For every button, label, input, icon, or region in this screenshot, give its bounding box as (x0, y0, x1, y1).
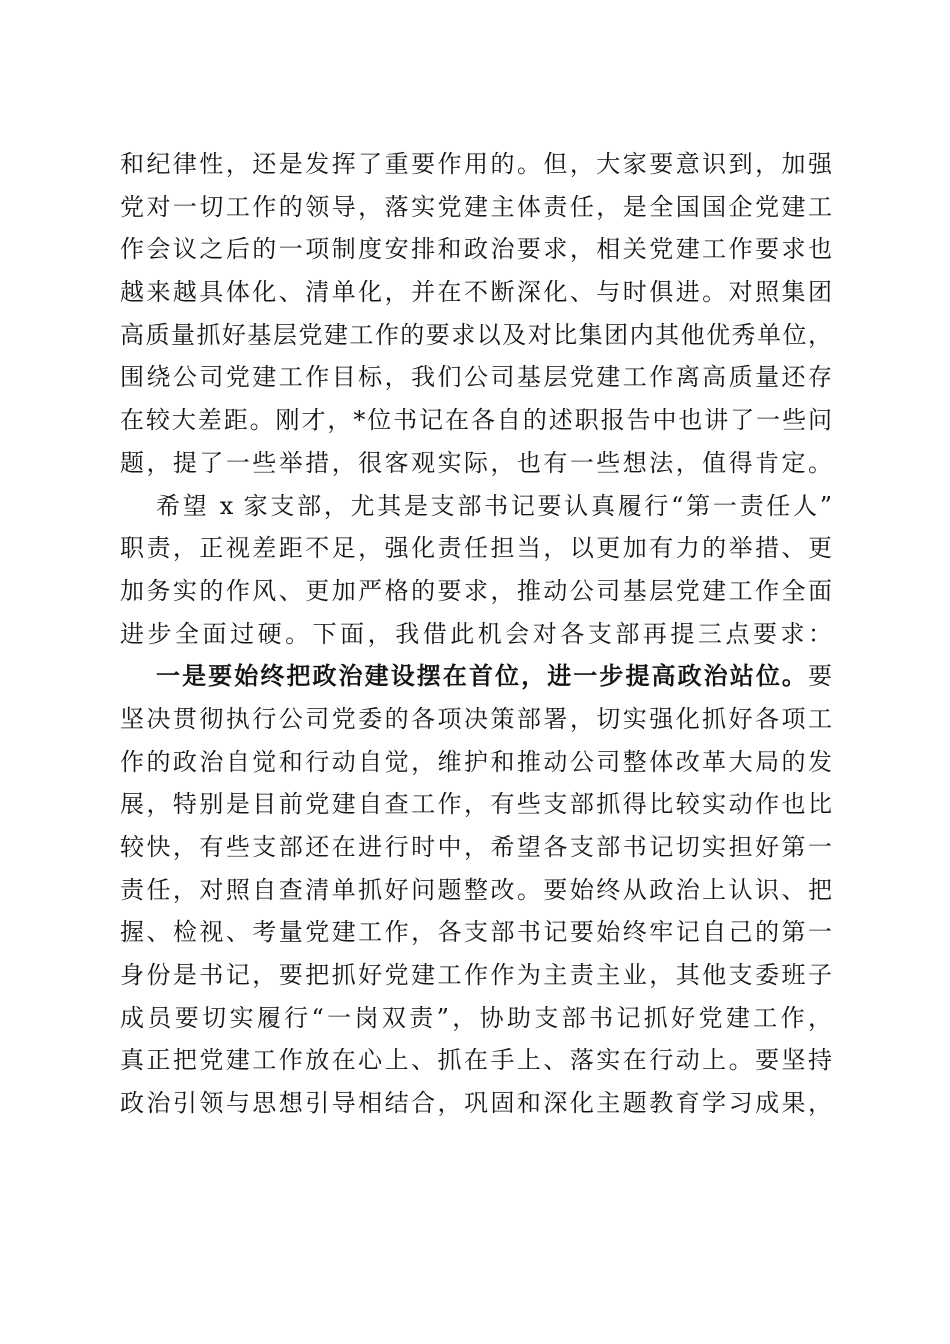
text-line: 希望 x 家支部，尤其是支部书记要认真履行“第一责任人” (156, 491, 832, 520)
text-line: 进步全面过硬。下面，我借此机会对各支部再提三点要求： (120, 619, 832, 648)
text-line: 握、检视、考量党建工作，各支部书记要始终牢记自己的第一 (120, 918, 832, 947)
text-line: 加务实的作风、更加严格的要求，推动公司基层党建工作全面 (120, 576, 832, 605)
text-line: 党对一切工作的领导，落实党建主体责任，是全国国企党建工 (120, 192, 832, 221)
text-line: 成员要切实履行“一岗双责”，协助支部书记抓好党建工作， (120, 1003, 832, 1032)
paragraph-1 (120, 143, 832, 485)
heading-continuation: 要 (808, 662, 832, 691)
text-line: 作会议之后的一项制度安排和政治要求，相关党建工作要求也 (120, 235, 832, 264)
text-line: 和纪律性，还是发挥了重要作用的。但，大家要意识到，加强 (120, 150, 832, 178)
text-line: 身份是书记，要把抓好党建工作作为主责主业，其他支委班子 (120, 961, 832, 990)
text-line: 题，提了一些举措，很客观实际，也有一些想法，值得肯定。 (120, 448, 832, 477)
text-line: 较快，有些支部还在进行时中，希望各支部书记切实担好第一 (120, 833, 832, 861)
text-line (120, 655, 832, 698)
text-line: 高质量抓好基层党建工作的要求以及对比集团内其他优秀单位， (120, 320, 832, 349)
document-body (120, 143, 832, 1125)
text-line: 政治引领与思想引导相结合，巩固和深化主题教育学习成果， (120, 1089, 832, 1118)
text-line: 坚决贯彻执行公司党委的各项决策部署，切实强化抓好各项工 (120, 704, 832, 733)
text-line: 责任，对照自查清单抓好问题整改。要始终从政治上认识、把 (120, 875, 832, 904)
text-line: 作的政治自觉和行动自觉，维护和推动公司整体改革大局的发 (120, 747, 832, 776)
section-heading: 一是要始终把政治建设摆在首位，进一步提高政治站位。 (156, 661, 808, 691)
paragraph-3 (120, 655, 832, 1125)
text-line: 展，特别是目前党建自查工作，有些支部抓得比较实动作也比 (120, 790, 832, 819)
paragraph-2 (120, 485, 832, 656)
text-line: 越来越具体化、清单化，并在不断深化、与时俱进。对照集团 (120, 278, 832, 307)
text-line: 在较大差距。刚才，*位书记在各自的述职报告中也讲了一些问 (120, 406, 832, 435)
text-line: 围绕公司党建工作目标，我们公司基层党建工作离高质量还存 (120, 363, 832, 392)
text-line: 真正把党建工作放在心上、抓在手上、落实在行动上。要坚持 (120, 1046, 832, 1075)
text-line: 职责，正视差距不足，强化责任担当，以更加有力的举措、更 (120, 534, 832, 563)
